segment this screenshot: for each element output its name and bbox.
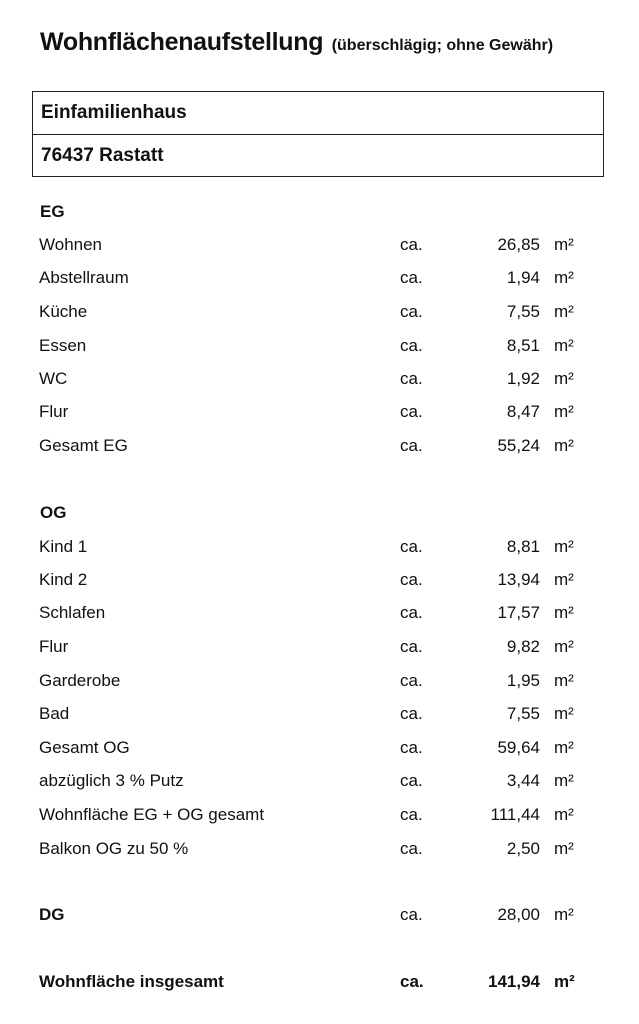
- row-unit: m²: [554, 402, 574, 421]
- row-value: 28,00: [497, 905, 540, 924]
- row-value: 26,85: [497, 235, 540, 254]
- row-value: 8,47: [506, 402, 540, 421]
- row-approx: ca.: [400, 738, 423, 757]
- area-row-og-flur: [0, 637, 639, 659]
- area-row-og-balkon: [0, 839, 639, 861]
- row-label: Kind 1: [39, 537, 88, 556]
- area-row-og-schlafen: [0, 603, 639, 625]
- area-row-eg-abstellraum: [0, 268, 639, 290]
- row-unit: m²: [554, 302, 574, 321]
- row-approx: ca.: [400, 268, 423, 287]
- row-approx: ca.: [400, 302, 423, 321]
- row-unit: m²: [554, 738, 574, 757]
- row-label: WC: [39, 369, 68, 388]
- row-approx: ca.: [400, 704, 423, 723]
- row-value: 7,55: [506, 302, 540, 321]
- row-unit: m²: [554, 537, 574, 556]
- row-unit: m²: [554, 905, 574, 924]
- row-label: Wohnen: [39, 235, 103, 254]
- area-row-og-gesamt: [0, 738, 639, 760]
- row-value: 13,94: [497, 570, 540, 589]
- area-row-dg: [0, 905, 639, 927]
- area-row-og-kind2: [0, 570, 639, 592]
- row-approx: ca.: [400, 603, 423, 622]
- row-approx: ca.: [400, 805, 423, 824]
- row-label: Kind 2: [39, 570, 88, 589]
- row-unit: m²: [554, 771, 574, 790]
- row-approx: ca.: [400, 235, 423, 254]
- property-type: Einfamilienhaus: [41, 102, 187, 123]
- row-unit: m²: [554, 671, 574, 690]
- row-label: abzüglich 3 % Putz: [39, 771, 184, 790]
- row-unit: m²: [554, 369, 574, 388]
- area-row-total: [0, 972, 639, 994]
- area-row-eg-wc: [0, 369, 639, 391]
- row-label: Essen: [39, 336, 87, 355]
- row-value: 17,57: [497, 603, 540, 622]
- row-unit: m²: [554, 570, 574, 589]
- row-approx: ca.: [400, 570, 423, 589]
- row-unit: m²: [554, 637, 574, 656]
- area-row-og-wohnflaeche-eg-og: [0, 805, 639, 827]
- area-row-eg-flur: [0, 402, 639, 424]
- row-unit: m²: [554, 235, 574, 254]
- property-location: 76437 Rastatt: [33, 134, 603, 177]
- area-row-eg-essen: [0, 336, 639, 358]
- row-label: Wohnfläche EG + OG gesamt: [39, 805, 265, 824]
- row-label: Bad: [39, 704, 70, 723]
- row-value: 1,95: [506, 671, 540, 690]
- row-approx: ca.: [400, 637, 423, 656]
- property-info-box: [32, 91, 604, 177]
- section-heading-eg: EG: [40, 202, 65, 221]
- row-approx: ca.: [400, 369, 423, 388]
- row-label: Balkon OG zu 50 %: [39, 839, 189, 858]
- row-unit: m²: [554, 436, 574, 455]
- row-label: Flur: [39, 637, 69, 656]
- row-unit: m²: [554, 839, 574, 858]
- total-approx: ca.: [400, 972, 424, 991]
- row-approx: ca.: [400, 671, 423, 690]
- row-approx: ca.: [400, 537, 423, 556]
- row-label: Gesamt EG: [39, 436, 128, 455]
- row-value: 2,50: [506, 839, 540, 858]
- row-value: 1,94: [506, 268, 540, 287]
- section-heading-og: OG: [40, 503, 67, 522]
- title-main: Wohnflächenaufstellung: [40, 28, 324, 56]
- area-row-eg-gesamt: [0, 436, 639, 458]
- row-label: Gesamt OG: [39, 738, 130, 757]
- area-row-og-garderobe: [0, 671, 639, 693]
- row-approx: ca.: [400, 436, 423, 455]
- row-label: Flur: [39, 402, 69, 421]
- row-unit: m²: [554, 603, 574, 622]
- row-value: 8,81: [506, 537, 540, 556]
- row-approx: ca.: [400, 771, 423, 790]
- row-value: 7,55: [506, 704, 540, 723]
- row-approx: ca.: [400, 905, 423, 924]
- total-unit: m²: [554, 972, 575, 991]
- row-value: 55,24: [497, 436, 540, 455]
- row-label: Abstellraum: [39, 268, 129, 287]
- row-label: DG: [39, 905, 65, 924]
- row-value: 8,51: [506, 336, 540, 355]
- page-title: [40, 28, 553, 57]
- row-unit: m²: [554, 268, 574, 287]
- row-value: 3,44: [506, 771, 540, 790]
- area-row-og-bad: [0, 704, 639, 726]
- row-label: Schlafen: [39, 603, 106, 622]
- area-row-eg-kueche: [0, 302, 639, 324]
- row-approx: ca.: [400, 336, 423, 355]
- title-subtitle: (überschlägig; ohne Gewähr): [331, 37, 554, 54]
- row-approx: ca.: [400, 402, 423, 421]
- row-label: Küche: [39, 302, 88, 321]
- area-row-og-kind1: [0, 537, 639, 559]
- row-value: 9,82: [506, 637, 540, 656]
- row-approx: ca.: [400, 839, 423, 858]
- area-row-eg-wohnen: [0, 235, 639, 257]
- total-value: 141,94: [488, 972, 540, 991]
- total-label: Wohnfläche insgesamt: [39, 972, 224, 991]
- row-value: 111,44: [490, 805, 540, 824]
- row-unit: m²: [554, 336, 574, 355]
- row-unit: m²: [554, 704, 574, 723]
- row-value: 59,64: [497, 738, 540, 757]
- row-value: 1,92: [506, 369, 540, 388]
- area-row-og-putz: [0, 771, 639, 793]
- row-unit: m²: [554, 805, 574, 824]
- row-label: Garderobe: [39, 671, 121, 690]
